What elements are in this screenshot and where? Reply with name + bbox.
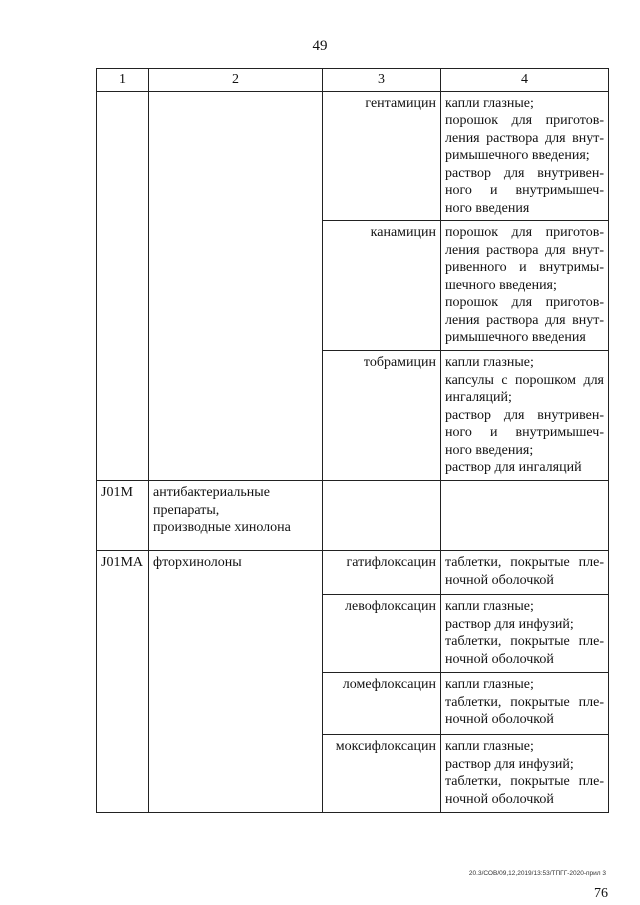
footer-page-number: 76 bbox=[594, 886, 608, 901]
table-row bbox=[97, 91, 609, 221]
dosage-form-line: порошок для приготов- bbox=[445, 225, 604, 240]
dosage-form-line: ночной оболочкой bbox=[445, 712, 554, 727]
drug-table bbox=[96, 68, 609, 813]
group-name-cell bbox=[149, 481, 323, 551]
drug-name-cell: моксифлоксацин bbox=[323, 735, 441, 813]
group-name-cell bbox=[149, 551, 323, 813]
group-name-line: препараты, bbox=[153, 502, 220, 518]
dosage-form-line: ления раствора для внут- bbox=[445, 130, 604, 146]
dosage-form-line: раствор для внутривен- bbox=[445, 165, 604, 181]
group-name-line: производные хинолона bbox=[153, 520, 291, 535]
drug-name-cell bbox=[323, 481, 441, 551]
atc-code-cell bbox=[97, 91, 149, 481]
drug-name-cell: гатифлоксацин bbox=[323, 551, 441, 595]
drug-name-cell: левофлоксацин bbox=[323, 595, 441, 673]
dosage-form-line: раствор для внутривен- bbox=[445, 407, 604, 423]
dosage-forms-cell bbox=[441, 595, 609, 673]
drug-name-cell: гентамицин bbox=[323, 91, 441, 221]
dosage-form-line: порошок для приготов- bbox=[445, 113, 604, 128]
dosage-form-line: ривенного и внутримы- bbox=[445, 260, 604, 275]
dosage-forms-cell bbox=[441, 735, 609, 813]
dosage-form-line: раствор для инфузий; bbox=[445, 616, 574, 632]
group-name-line: фторхинолоны bbox=[153, 555, 242, 570]
dosage-form-line: ингаляций; bbox=[445, 390, 512, 405]
document-code: 20.3/СОВ/09,12,2019/13:53/ТПГГ-2020-прил 3 bbox=[468, 870, 606, 877]
header-col-4: 4 bbox=[441, 69, 609, 92]
header-col-3: 3 bbox=[323, 69, 441, 92]
dosage-form-line: ного и внутримышеч- bbox=[445, 183, 604, 198]
header-col-2: 2 bbox=[149, 69, 323, 92]
dosage-form-line: капли глазные; bbox=[445, 355, 534, 370]
group-name-cell bbox=[149, 91, 323, 481]
dosage-form-line: капли глазные; bbox=[445, 739, 534, 754]
dosage-form-line: таблетки, покрытые пле- bbox=[445, 555, 604, 570]
dosage-form-line: ночной оболочкой bbox=[445, 572, 554, 588]
page-number: 49 bbox=[312, 38, 328, 54]
dosage-form-line: шечного введения; bbox=[445, 277, 557, 293]
dosage-forms-cell bbox=[441, 351, 609, 481]
dosage-form-line: ного введения; bbox=[445, 442, 534, 458]
atc-code-cell: J01MA bbox=[97, 551, 149, 813]
dosage-form-line: ночной оболочкой bbox=[445, 651, 554, 667]
dosage-form-line: капли глазные; bbox=[445, 95, 534, 111]
dosage-forms-cell bbox=[441, 481, 609, 551]
drug-name-cell: тобрамицин bbox=[323, 351, 441, 481]
dosage-form-line: римышечного введения; bbox=[445, 148, 590, 163]
dosage-form-line: таблетки, покрытые пле- bbox=[445, 774, 604, 789]
dosage-forms-cell bbox=[441, 221, 609, 351]
dosage-form-line: ночной оболочкой bbox=[445, 791, 554, 807]
drug-name-cell: ломефлоксацин bbox=[323, 673, 441, 735]
dosage-form-line: капсулы с порошком для bbox=[445, 372, 604, 388]
dosage-form-line: раствор для инфузий; bbox=[445, 756, 574, 772]
dosage-forms-cell bbox=[441, 551, 609, 595]
header-col-1: 1 bbox=[97, 69, 149, 92]
dosage-form-line: ного и внутримышеч- bbox=[445, 425, 604, 440]
dosage-form-line: раствор для ингаляций bbox=[445, 460, 582, 475]
dosage-form-line: таблетки, покрытые пле- bbox=[445, 694, 604, 710]
dosage-form-line: капли глазные; bbox=[445, 599, 534, 614]
drug-name-cell: канамицин bbox=[323, 221, 441, 351]
dosage-forms-cell bbox=[441, 673, 609, 735]
group-name-line: антибактериальные bbox=[153, 485, 270, 500]
atc-code-cell: J01M bbox=[97, 481, 149, 551]
table-row bbox=[97, 551, 609, 595]
dosage-form-line: ления раствора для внут- bbox=[445, 242, 604, 258]
dosage-form-line: римышечного введения bbox=[445, 330, 586, 345]
dosage-form-line: порошок для приготов- bbox=[445, 295, 604, 310]
header-row bbox=[97, 69, 609, 92]
dosage-forms-cell bbox=[441, 91, 609, 221]
table-row bbox=[97, 481, 609, 551]
dosage-form-line: капли глазные; bbox=[445, 677, 534, 692]
dosage-form-line: ления раствора для внут- bbox=[445, 312, 604, 328]
dosage-form-line: ного введения bbox=[445, 200, 530, 216]
dosage-form-line: таблетки, покрытые пле- bbox=[445, 634, 604, 649]
